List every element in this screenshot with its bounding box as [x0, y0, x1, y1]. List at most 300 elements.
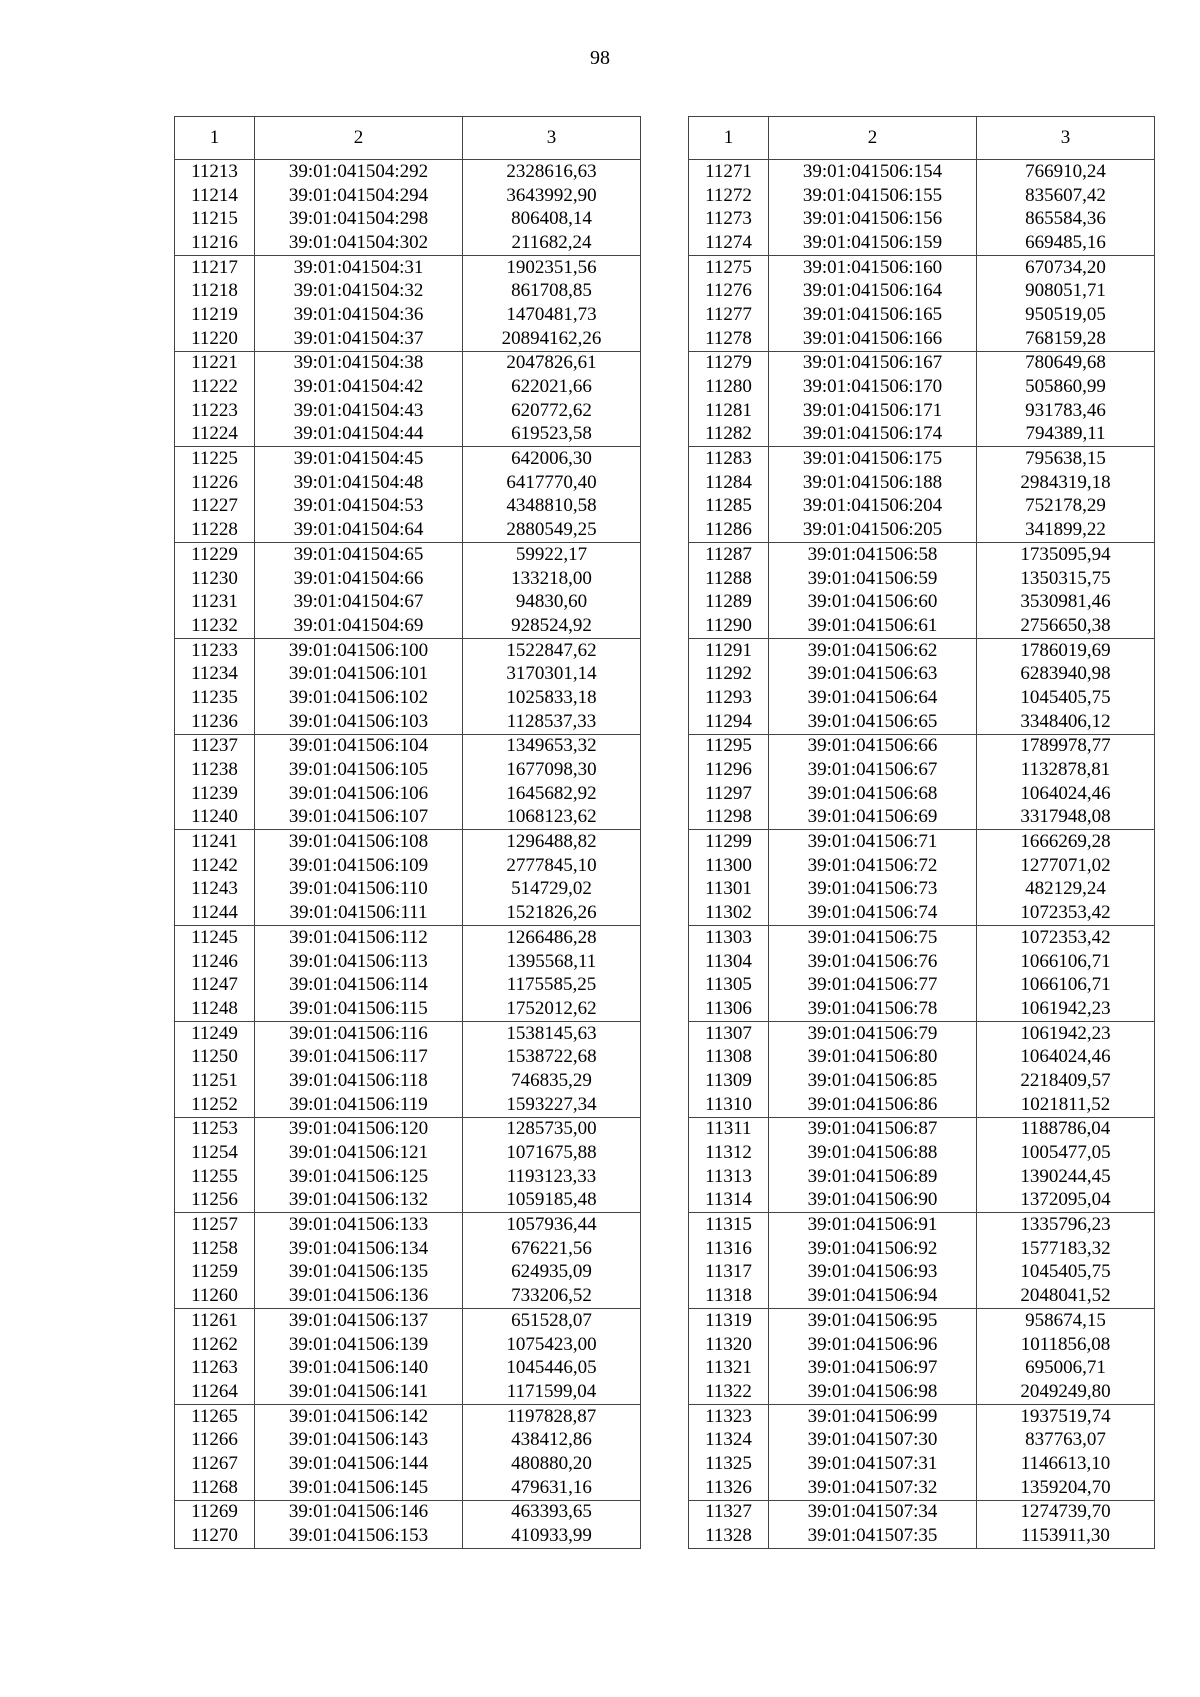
row-number-cell: 11253: [175, 1117, 255, 1141]
value-cell: 1735095,94: [977, 543, 1155, 567]
table-row: [689, 878, 1155, 902]
table-row: [175, 447, 641, 471]
cadastral-number-cell: 39:01:041504:44: [255, 423, 463, 447]
row-number-cell: 11244: [175, 901, 255, 925]
value-cell: 1021811,52: [977, 1093, 1155, 1117]
cadastral-number-cell: 39:01:041504:66: [255, 567, 463, 591]
row-number-cell: 11219: [175, 303, 255, 327]
cadastral-number-cell: 39:01:041506:85: [769, 1069, 977, 1093]
row-number-cell: 11222: [175, 375, 255, 399]
row-number-cell: 11266: [175, 1428, 255, 1452]
cadastral-number-cell: 39:01:041504:48: [255, 471, 463, 495]
table-row: [689, 1524, 1155, 1548]
cadastral-number-cell: 39:01:041506:204: [769, 495, 977, 519]
row-number-cell: 11229: [175, 543, 255, 567]
cadastral-number-cell: 39:01:041506:88: [769, 1141, 977, 1165]
cadastral-number-cell: 39:01:041506:68: [769, 782, 977, 806]
table-row: [689, 1093, 1155, 1117]
cadastral-number-cell: 39:01:041506:86: [769, 1093, 977, 1117]
value-cell: 766910,24: [977, 160, 1155, 184]
row-number-cell: 11313: [689, 1165, 769, 1189]
cadastral-number-cell: 39:01:041506:141: [255, 1380, 463, 1404]
value-cell: 1128537,33: [463, 710, 641, 734]
row-number-cell: 11224: [175, 423, 255, 447]
value-cell: 1146613,10: [977, 1452, 1155, 1476]
cadastral-number-cell: 39:01:041506:111: [255, 901, 463, 925]
table-row: [689, 543, 1155, 567]
value-cell: 1266486,28: [463, 926, 641, 950]
row-number-cell: 11248: [175, 997, 255, 1021]
value-cell: 670734,20: [977, 255, 1155, 279]
row-number-cell: 11221: [175, 351, 255, 375]
row-number-cell: 11285: [689, 495, 769, 519]
cadastral-number-cell: 39:01:041506:164: [769, 279, 977, 303]
value-cell: 669485,16: [977, 231, 1155, 255]
table-row: [689, 1333, 1155, 1357]
row-number-cell: 11293: [689, 686, 769, 710]
row-number-cell: 11220: [175, 327, 255, 351]
value-cell: 861708,85: [463, 279, 641, 303]
registry-table-right: [688, 116, 1155, 1549]
value-cell: 1390244,45: [977, 1165, 1155, 1189]
row-number-cell: 11290: [689, 614, 769, 638]
value-cell: 1061942,23: [977, 1021, 1155, 1045]
table-row: [689, 160, 1155, 184]
table-row: [689, 638, 1155, 662]
value-cell: 1521826,26: [463, 901, 641, 925]
cadastral-number-cell: 39:01:041506:58: [769, 543, 977, 567]
registry-table-left: [174, 116, 641, 1549]
table-row: [689, 901, 1155, 925]
table-row: [689, 973, 1155, 997]
table-row: [689, 207, 1155, 231]
value-cell: 651528,07: [463, 1309, 641, 1333]
row-number-cell: 11241: [175, 830, 255, 854]
value-cell: 1538722,68: [463, 1045, 641, 1069]
table-row: [689, 375, 1155, 399]
cadastral-number-cell: 39:01:041506:78: [769, 997, 977, 1021]
cadastral-number-cell: 39:01:041506:114: [255, 973, 463, 997]
cadastral-number-cell: 39:01:041506:62: [769, 638, 977, 662]
row-number-cell: 11275: [689, 255, 769, 279]
row-number-cell: 11279: [689, 351, 769, 375]
row-number-cell: 11296: [689, 758, 769, 782]
table-row: [689, 926, 1155, 950]
table-row: [689, 1404, 1155, 1428]
value-cell: 1075423,00: [463, 1333, 641, 1357]
value-cell: 59922,17: [463, 543, 641, 567]
cadastral-number-cell: 39:01:041506:113: [255, 950, 463, 974]
table-row: [175, 590, 641, 614]
cadastral-number-cell: 39:01:041506:154: [769, 160, 977, 184]
cadastral-number-cell: 39:01:041506:188: [769, 471, 977, 495]
table-row: [175, 734, 641, 758]
table-row: [175, 901, 641, 925]
cadastral-number-cell: 39:01:041507:32: [769, 1476, 977, 1500]
value-cell: 676221,56: [463, 1237, 641, 1261]
value-cell: 746835,29: [463, 1069, 641, 1093]
row-number-cell: 11230: [175, 567, 255, 591]
table-row: [175, 1069, 641, 1093]
row-number-cell: 11255: [175, 1165, 255, 1189]
table-row: [175, 327, 641, 351]
value-cell: 695006,71: [977, 1356, 1155, 1380]
cadastral-number-cell: 39:01:041506:144: [255, 1452, 463, 1476]
row-number-cell: 11214: [175, 184, 255, 208]
row-number-cell: 11328: [689, 1524, 769, 1548]
table-row: [175, 1380, 641, 1404]
cadastral-number-cell: 39:01:041506:121: [255, 1141, 463, 1165]
row-number-cell: 11305: [689, 973, 769, 997]
table-row: [689, 231, 1155, 255]
table-row: [175, 614, 641, 638]
cadastral-number-cell: 39:01:041504:42: [255, 375, 463, 399]
cadastral-number-cell: 39:01:041506:72: [769, 854, 977, 878]
row-number-cell: 11283: [689, 447, 769, 471]
cadastral-number-cell: 39:01:041506:63: [769, 662, 977, 686]
value-cell: 1677098,30: [463, 758, 641, 782]
row-number-cell: 11278: [689, 327, 769, 351]
row-number-cell: 11258: [175, 1237, 255, 1261]
table-row: [175, 303, 641, 327]
row-number-cell: 11308: [689, 1045, 769, 1069]
value-cell: 1335796,23: [977, 1213, 1155, 1237]
column-header-value: 3: [463, 117, 641, 160]
table-row: [175, 1021, 641, 1045]
table-row: [689, 1045, 1155, 1069]
table-row: [689, 423, 1155, 447]
row-number-cell: 11226: [175, 471, 255, 495]
value-cell: 6283940,98: [977, 662, 1155, 686]
value-cell: 3317948,08: [977, 806, 1155, 830]
row-number-cell: 11232: [175, 614, 255, 638]
row-number-cell: 11257: [175, 1213, 255, 1237]
row-number-cell: 11300: [689, 854, 769, 878]
row-number-cell: 11252: [175, 1093, 255, 1117]
value-cell: 1057936,44: [463, 1213, 641, 1237]
row-number-cell: 11316: [689, 1237, 769, 1261]
value-cell: 1350315,75: [977, 567, 1155, 591]
cadastral-number-cell: 39:01:041506:166: [769, 327, 977, 351]
table-row: [689, 1500, 1155, 1524]
cadastral-number-cell: 39:01:041504:294: [255, 184, 463, 208]
row-number-cell: 11302: [689, 901, 769, 925]
cadastral-number-cell: 39:01:041506:115: [255, 997, 463, 1021]
table-row: [175, 1045, 641, 1069]
value-cell: 2218409,57: [977, 1069, 1155, 1093]
row-number-cell: 11280: [689, 375, 769, 399]
row-number-cell: 11325: [689, 1452, 769, 1476]
table-row: [175, 279, 641, 303]
cadastral-number-cell: 39:01:041506:74: [769, 901, 977, 925]
row-number-cell: 11284: [689, 471, 769, 495]
value-cell: 1937519,74: [977, 1404, 1155, 1428]
value-cell: 780649,68: [977, 351, 1155, 375]
row-number-cell: 11235: [175, 686, 255, 710]
cadastral-number-cell: 39:01:041506:91: [769, 1213, 977, 1237]
value-cell: 1071675,88: [463, 1141, 641, 1165]
value-cell: 4348810,58: [463, 495, 641, 519]
value-cell: 1171599,04: [463, 1380, 641, 1404]
cadastral-number-cell: 39:01:041506:67: [769, 758, 977, 782]
row-number-cell: 11273: [689, 207, 769, 231]
row-number-cell: 11223: [175, 399, 255, 423]
row-number-cell: 11254: [175, 1141, 255, 1165]
value-cell: 1059185,48: [463, 1189, 641, 1213]
table-row: [175, 351, 641, 375]
table-row: [175, 997, 641, 1021]
cadastral-number-cell: 39:01:041506:159: [769, 231, 977, 255]
row-number-cell: 11251: [175, 1069, 255, 1093]
cadastral-number-cell: 39:01:041506:101: [255, 662, 463, 686]
row-number-cell: 11320: [689, 1333, 769, 1357]
value-cell: 752178,29: [977, 495, 1155, 519]
cadastral-number-cell: 39:01:041506:134: [255, 1237, 463, 1261]
cadastral-number-cell: 39:01:041506:153: [255, 1524, 463, 1548]
row-number-cell: 11310: [689, 1093, 769, 1117]
table-row: [175, 1452, 641, 1476]
table-row: [689, 1021, 1155, 1045]
cadastral-number-cell: 39:01:041506:133: [255, 1213, 463, 1237]
value-cell: 931783,46: [977, 399, 1155, 423]
row-number-cell: 11274: [689, 231, 769, 255]
value-cell: 505860,99: [977, 375, 1155, 399]
table-row: [689, 1476, 1155, 1500]
value-cell: 620772,62: [463, 399, 641, 423]
table-row: [175, 806, 641, 830]
row-number-cell: 11324: [689, 1428, 769, 1452]
table-row: [175, 950, 641, 974]
cadastral-number-cell: 39:01:041506:165: [769, 303, 977, 327]
table-row: [689, 758, 1155, 782]
row-number-cell: 11239: [175, 782, 255, 806]
value-cell: 1061942,23: [977, 997, 1155, 1021]
cadastral-number-cell: 39:01:041506:95: [769, 1309, 977, 1333]
table-row: [689, 614, 1155, 638]
row-number-cell: 11301: [689, 878, 769, 902]
table-row: [175, 1500, 641, 1524]
table-row: [689, 997, 1155, 1021]
cadastral-number-cell: 39:01:041506:205: [769, 518, 977, 542]
value-cell: 1274739,70: [977, 1500, 1155, 1524]
cadastral-number-cell: 39:01:041506:97: [769, 1356, 977, 1380]
row-number-cell: 11256: [175, 1189, 255, 1213]
cadastral-number-cell: 39:01:041506:155: [769, 184, 977, 208]
value-cell: 2048041,52: [977, 1284, 1155, 1308]
table-header-row: [689, 117, 1155, 160]
row-number-cell: 11286: [689, 518, 769, 542]
row-number-cell: 11217: [175, 255, 255, 279]
row-number-cell: 11318: [689, 1284, 769, 1308]
value-cell: 2880549,25: [463, 518, 641, 542]
table-row: [689, 351, 1155, 375]
cadastral-number-cell: 39:01:041506:65: [769, 710, 977, 734]
row-number-cell: 11312: [689, 1141, 769, 1165]
cadastral-number-cell: 39:01:041504:292: [255, 160, 463, 184]
value-cell: 480880,20: [463, 1452, 641, 1476]
row-number-cell: 11271: [689, 160, 769, 184]
row-number-cell: 11216: [175, 231, 255, 255]
value-cell: 1666269,28: [977, 830, 1155, 854]
table-row: [175, 207, 641, 231]
value-cell: 1522847,62: [463, 638, 641, 662]
cadastral-number-cell: 39:01:041507:34: [769, 1500, 977, 1524]
value-cell: 1593227,34: [463, 1093, 641, 1117]
cadastral-number-cell: 39:01:041506:112: [255, 926, 463, 950]
value-cell: 133218,00: [463, 567, 641, 591]
value-cell: 438412,86: [463, 1428, 641, 1452]
cadastral-number-cell: 39:01:041504:302: [255, 231, 463, 255]
value-cell: 1349653,32: [463, 734, 641, 758]
table-row: [175, 1524, 641, 1548]
row-number-cell: 11234: [175, 662, 255, 686]
cadastral-number-cell: 39:01:041506:109: [255, 854, 463, 878]
row-number-cell: 11303: [689, 926, 769, 950]
value-cell: 94830,60: [463, 590, 641, 614]
cadastral-number-cell: 39:01:041506:108: [255, 830, 463, 854]
value-cell: 837763,07: [977, 1428, 1155, 1452]
value-cell: 1577183,32: [977, 1237, 1155, 1261]
row-number-cell: 11314: [689, 1189, 769, 1213]
cadastral-number-cell: 39:01:041506:103: [255, 710, 463, 734]
row-number-cell: 11218: [175, 279, 255, 303]
row-number-cell: 11240: [175, 806, 255, 830]
value-cell: 1045405,75: [977, 686, 1155, 710]
row-number-cell: 11327: [689, 1500, 769, 1524]
table-row: [689, 1237, 1155, 1261]
row-number-cell: 11309: [689, 1069, 769, 1093]
value-cell: 2047826,61: [463, 351, 641, 375]
cadastral-number-cell: 39:01:041506:59: [769, 567, 977, 591]
cadastral-number-cell: 39:01:041506:64: [769, 686, 977, 710]
cadastral-number-cell: 39:01:041504:53: [255, 495, 463, 519]
table-row: [175, 686, 641, 710]
row-number-cell: 11319: [689, 1309, 769, 1333]
cadastral-number-cell: 39:01:041506:98: [769, 1380, 977, 1404]
row-number-cell: 11250: [175, 1045, 255, 1069]
cadastral-number-cell: 39:01:041506:110: [255, 878, 463, 902]
table-row: [689, 184, 1155, 208]
cadastral-number-cell: 39:01:041506:89: [769, 1165, 977, 1189]
row-number-cell: 11291: [689, 638, 769, 662]
table-row: [175, 1428, 641, 1452]
value-cell: 928524,92: [463, 614, 641, 638]
value-cell: 1025833,18: [463, 686, 641, 710]
table-row: [175, 543, 641, 567]
cadastral-number-cell: 39:01:041507:35: [769, 1524, 977, 1548]
row-number-cell: 11225: [175, 447, 255, 471]
table-row: [175, 495, 641, 519]
row-number-cell: 11215: [175, 207, 255, 231]
row-number-cell: 11242: [175, 854, 255, 878]
value-cell: 1359204,70: [977, 1476, 1155, 1500]
row-number-cell: 11236: [175, 710, 255, 734]
cadastral-number-cell: 39:01:041506:119: [255, 1093, 463, 1117]
value-cell: 3643992,90: [463, 184, 641, 208]
row-number-cell: 11267: [175, 1452, 255, 1476]
table-row: [689, 518, 1155, 542]
table-row: [689, 1452, 1155, 1476]
value-cell: 908051,71: [977, 279, 1155, 303]
cadastral-number-cell: 39:01:041506:160: [769, 255, 977, 279]
table-row: [689, 1284, 1155, 1308]
value-cell: 2756650,38: [977, 614, 1155, 638]
cadastral-number-cell: 39:01:041506:135: [255, 1261, 463, 1285]
table-row: [175, 758, 641, 782]
cadastral-number-cell: 39:01:041506:137: [255, 1309, 463, 1333]
table-row: [175, 1093, 641, 1117]
table-row: [689, 1380, 1155, 1404]
value-cell: 1072353,42: [977, 926, 1155, 950]
table-row: [175, 518, 641, 542]
table-row: [689, 327, 1155, 351]
cadastral-number-cell: 39:01:041506:140: [255, 1356, 463, 1380]
value-cell: 1072353,42: [977, 901, 1155, 925]
value-cell: 642006,30: [463, 447, 641, 471]
value-cell: 1175585,25: [463, 973, 641, 997]
table-row: [175, 184, 641, 208]
row-number-cell: 11243: [175, 878, 255, 902]
cadastral-number-cell: 39:01:041506:61: [769, 614, 977, 638]
cadastral-number-cell: 39:01:041506:69: [769, 806, 977, 830]
table-row: [689, 590, 1155, 614]
cadastral-number-cell: 39:01:041506:75: [769, 926, 977, 950]
table-row: [689, 1213, 1155, 1237]
row-number-cell: 11227: [175, 495, 255, 519]
cadastral-number-cell: 39:01:041506:104: [255, 734, 463, 758]
page-number: 98: [590, 47, 610, 69]
table-row: [175, 710, 641, 734]
value-cell: 1296488,82: [463, 830, 641, 854]
value-cell: 514729,02: [463, 878, 641, 902]
table-row: [689, 686, 1155, 710]
row-number-cell: 11287: [689, 543, 769, 567]
column-header-value: 3: [977, 117, 1155, 160]
table-row: [689, 830, 1155, 854]
table-row: [689, 782, 1155, 806]
table-row: [689, 1117, 1155, 1141]
cadastral-number-cell: 39:01:041506:136: [255, 1284, 463, 1308]
cadastral-number-cell: 39:01:041506:132: [255, 1189, 463, 1213]
value-cell: 1197828,87: [463, 1404, 641, 1428]
value-cell: 1395568,11: [463, 950, 641, 974]
row-number-cell: 11289: [689, 590, 769, 614]
table-row: [689, 303, 1155, 327]
row-number-cell: 11249: [175, 1021, 255, 1045]
table-row: [689, 1428, 1155, 1452]
table-row: [175, 1261, 641, 1285]
value-cell: 958674,15: [977, 1309, 1155, 1333]
table-row: [175, 1117, 641, 1141]
row-number-cell: 11261: [175, 1309, 255, 1333]
row-number-cell: 11268: [175, 1476, 255, 1500]
cadastral-number-cell: 39:01:041507:31: [769, 1452, 977, 1476]
table-body-right: [689, 160, 1155, 1549]
row-number-cell: 11246: [175, 950, 255, 974]
table-row: [175, 399, 641, 423]
table-row: [689, 950, 1155, 974]
value-cell: 341899,22: [977, 518, 1155, 542]
table-row: [175, 638, 641, 662]
cadastral-number-cell: 39:01:041506:146: [255, 1500, 463, 1524]
value-cell: 1188786,04: [977, 1117, 1155, 1141]
cadastral-number-cell: 39:01:041504:37: [255, 327, 463, 351]
table-row: [175, 1213, 641, 1237]
row-number-cell: 11272: [689, 184, 769, 208]
cadastral-number-cell: 39:01:041506:90: [769, 1189, 977, 1213]
value-cell: 1193123,33: [463, 1165, 641, 1189]
value-cell: 619523,58: [463, 423, 641, 447]
